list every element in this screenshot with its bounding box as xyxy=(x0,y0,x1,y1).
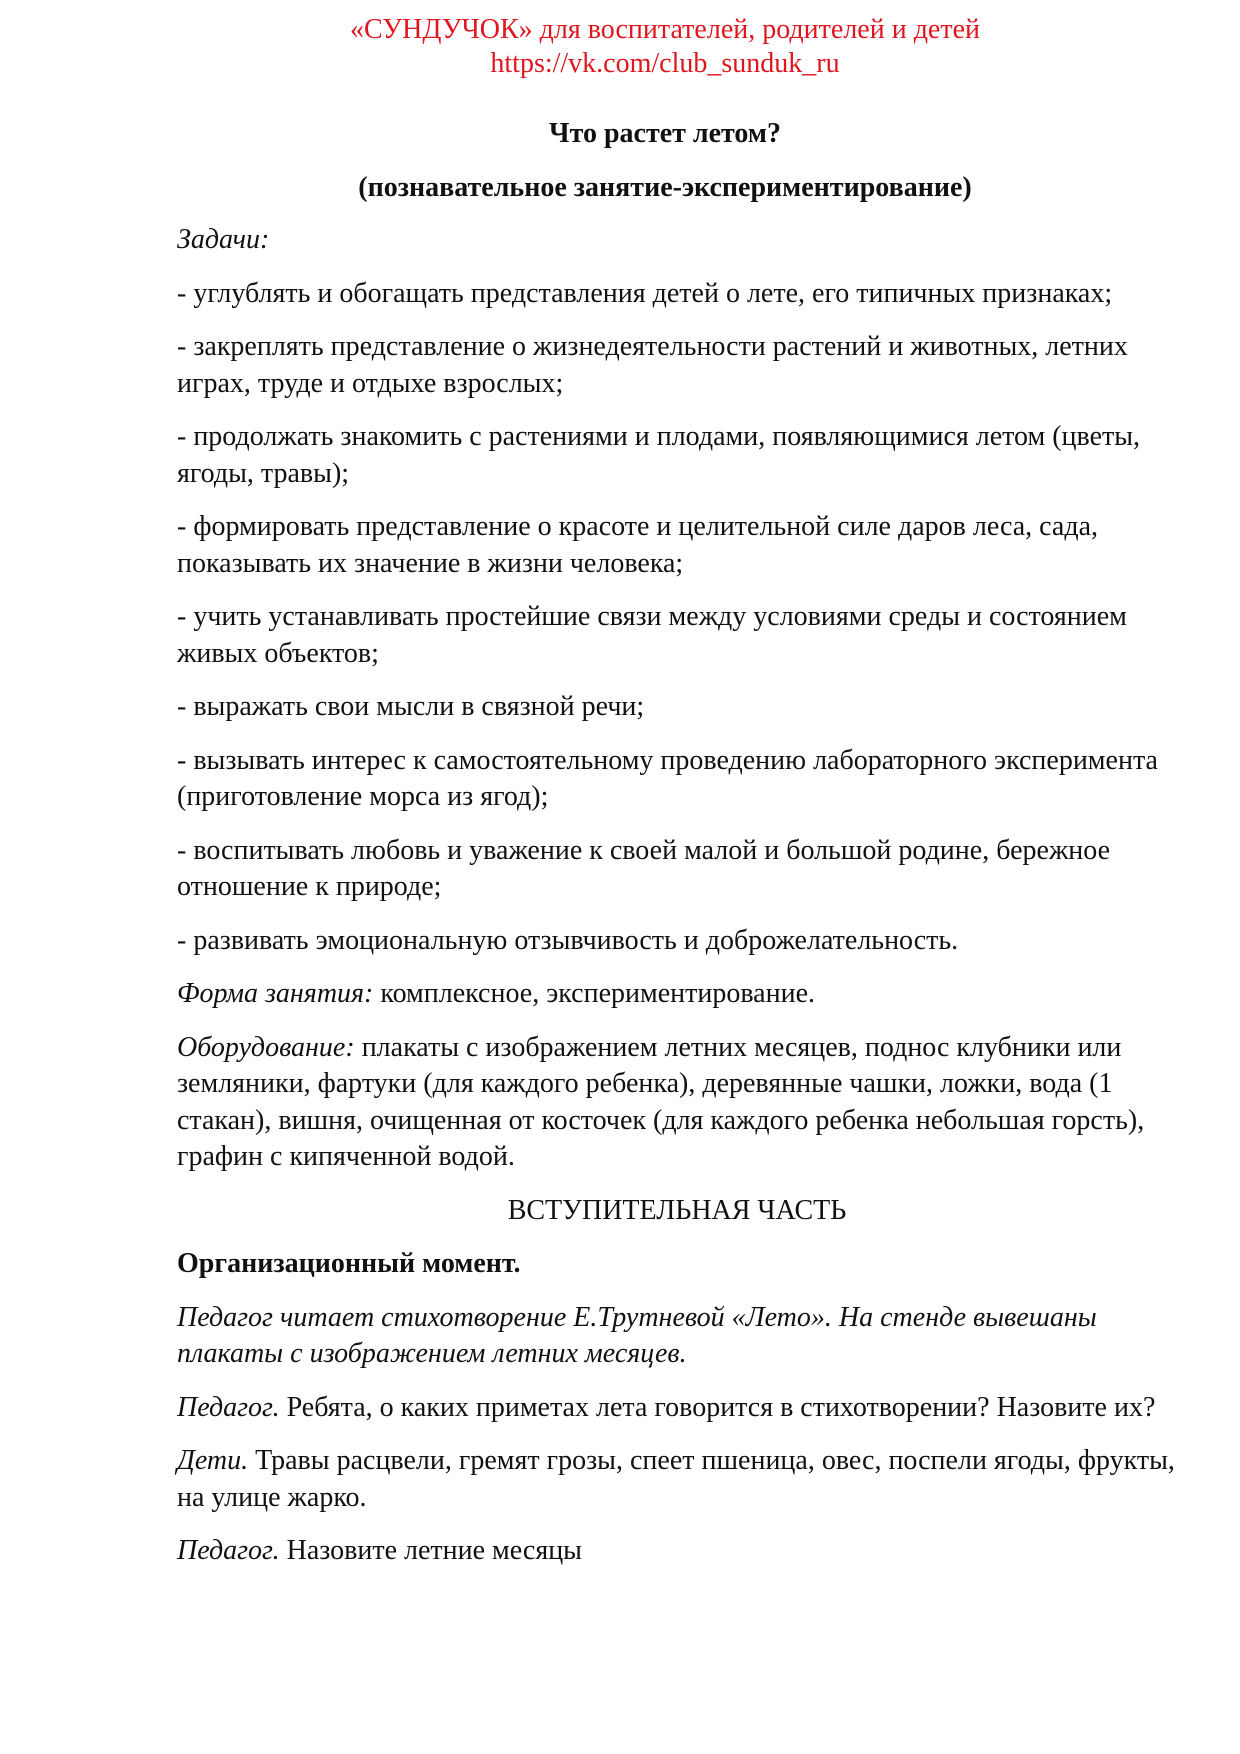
form-text: комплексное, экспериментирование. xyxy=(373,978,816,1009)
speaker-label: Педагог. xyxy=(177,1535,280,1566)
task-item: - продолжать знакомить с растениями и плодами, появляющимися летом (цветы, ягоды, травы); xyxy=(177,421,1141,489)
speaker-label: Дети. xyxy=(177,1445,249,1476)
vk-link[interactable]: https://vk.com/club_sunduk_ru xyxy=(490,48,840,79)
header-line: «СУНДУЧОК» для воспитателей, родителей и детей xyxy=(349,14,981,45)
dialog-line xyxy=(177,1443,1177,1516)
dialog-line xyxy=(177,1533,1177,1570)
form-label: Форма занятия: xyxy=(177,978,374,1009)
speaker-label: Педагог. xyxy=(177,1391,280,1423)
task-item: - выражать свои мысли в связной речи; xyxy=(177,691,645,722)
task-item: - формировать представление о красоте и целительной силе даров леса, сада, показывать их значение в жизни человека; xyxy=(177,511,1099,579)
task-item: - углублять и обогащать представления детей о лете, его типичных признаках; xyxy=(177,277,1113,309)
dialog-text: Ребята, о каких приметах лета говорится в стихотворении? Назовите их? xyxy=(279,1391,1156,1423)
stage-direction: Педагог читает стихотворение Е.Трутневой «Лето». На стенде вывешаны плакаты с изображением летних месяцев. xyxy=(177,1301,1097,1369)
header-link-line xyxy=(0,48,1240,80)
dialog-text: Назовите летние месяцы xyxy=(279,1535,582,1566)
org-moment-heading: Организационный момент. xyxy=(177,1248,521,1279)
page-subtitle: (познавательное занятие-экспериментирование) xyxy=(358,172,972,203)
task-item: - развивать эмоциональную отзывчивость и доброжелательность. xyxy=(177,924,959,956)
section-heading: ВСТУПИТЕЛЬНАЯ ЧАСТЬ xyxy=(507,1194,847,1226)
equipment-label: Оборудование: xyxy=(177,1031,355,1063)
task-item: - учить устанавливать простейшие связи между условиями среды и состоянием живых объектов; xyxy=(177,601,1127,669)
task-item: - вызывать интерес к самостоятельному проведению лабораторного эксперимента (приготовление морса из ягод); xyxy=(177,744,1158,812)
tasks-heading: Задачи: xyxy=(177,224,270,255)
document-body xyxy=(177,222,1177,1587)
form-paragraph xyxy=(177,976,1177,1013)
task-item: - воспитывать любовь и уважение к своей малой и большой родине, бережное отношение к природе; xyxy=(177,834,1111,902)
equipment-text: плакаты с изображением летних месяцев, поднос клубники или земляники, фартуки (для каждого ребенка), деревянные чашки, ложки, вода (1 стакан), вишня, очищенная от косточек (для каждого ребенка небольшая горсть), графин с кипяченной водой. xyxy=(177,1031,1145,1172)
equipment-paragraph xyxy=(177,1030,1177,1176)
dialog-line xyxy=(177,1390,1177,1427)
task-item: - закреплять представление о жизнедеятельности растений и животных, летних играх, труде и отдыхе взрослых; xyxy=(177,331,1128,399)
page-title: Что растет летом? xyxy=(549,118,781,149)
dialog-text: Травы расцвели, гремят грозы, спеет пшеница, овес, поспели ягоды, фрукты, на улице жарко. xyxy=(177,1445,1175,1513)
